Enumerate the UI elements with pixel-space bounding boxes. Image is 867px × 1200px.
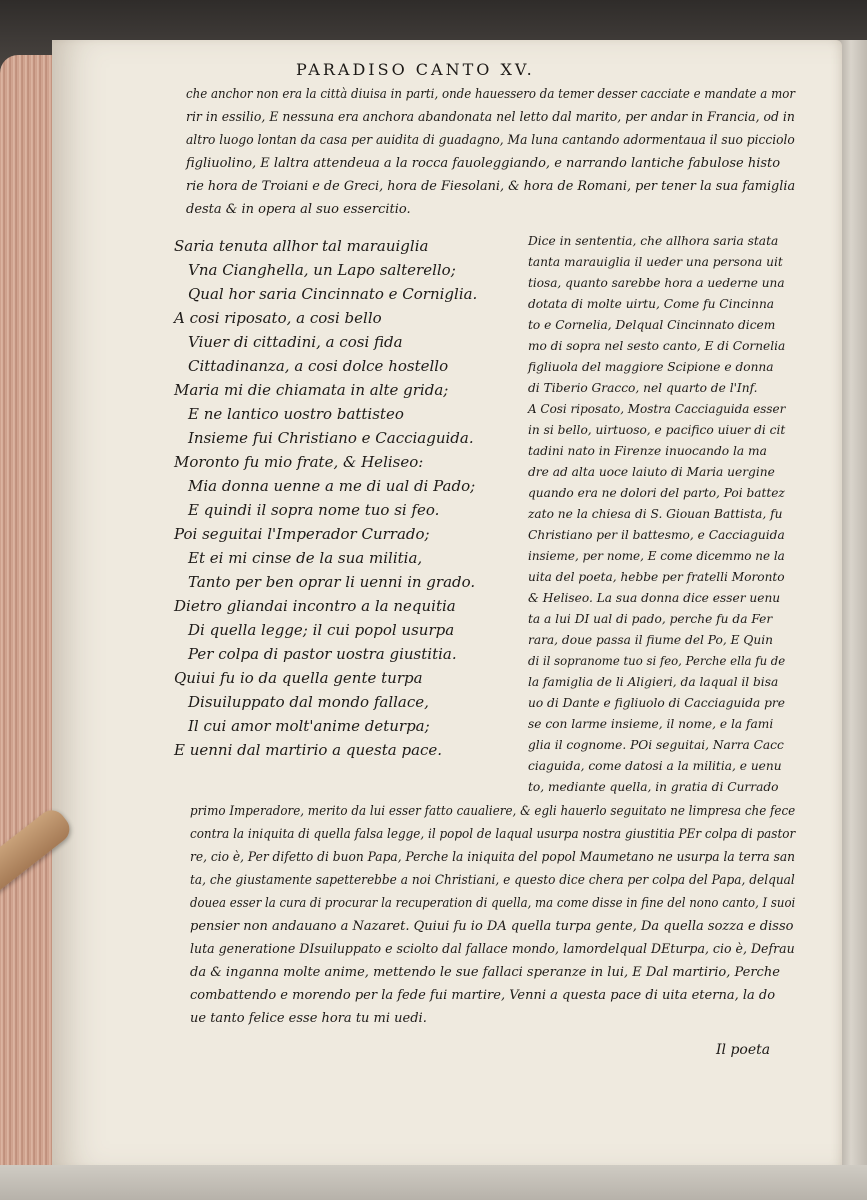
verse-line: Mia donna uenne a me di ual di Pado; — [188, 477, 476, 495]
prose-line: luta generatione DIsuiluppato e sciolto dal fallace mondo, lamordelqual DEturpa, cio è, Defrau — [190, 942, 795, 957]
prose-line: ue tanto felice esse hora tu mi uedi. — [190, 1011, 427, 1026]
running-header: PARADISO CANTO XV. — [296, 60, 535, 79]
commentary-line: ciaguida, come datosi a la militia, e uenu — [528, 759, 782, 773]
verse-line: E quindi il sopra nome tuo si feo. — [188, 501, 440, 519]
prose-line: desta & in opera al suo essercitio. — [186, 202, 411, 217]
catchword: Il poeta — [716, 1042, 771, 1058]
verse-line: Et ei mi cinse de la sua militia, — [188, 549, 423, 567]
prose-line: altro luogo lontan da casa per auidita di guadagno, Ma luna cantando adormentaua il suo picciolo — [186, 133, 795, 148]
prose-line: da & inganna molte anime, mettendo le sue fallaci speranze in lui, E Dal martirio, Perche — [190, 965, 780, 980]
prose-line: rie hora de Troiani e de Greci, hora de Fiesolani, & hora de Romani, per tener la sua famiglia — [186, 179, 796, 194]
prose-line: rir in essilio, E nessuna era anchora abandonata nel letto dal marito, per andar in Francia, od in — [186, 110, 795, 125]
background-bottom — [0, 1165, 867, 1200]
verse-line: Cittadinanza, a cosi dolce hostello — [188, 357, 449, 375]
verse-line: Tanto per ben oprar li uenni in grado. — [188, 573, 476, 591]
commentary-line: insieme, per nome, E come dicemmo ne la — [528, 549, 785, 563]
verse-line: Qual hor saria Cincinnato e Corniglia. — [188, 285, 478, 303]
prose-line: douea esser la cura di procurar la recuperation di quella, ma come disse in fine del nono canto, I suoi — [190, 896, 796, 911]
commentary-line: mo di sopra nel sesto canto, E di Cornelia — [528, 339, 786, 353]
verse-line: Disuiluppato dal mondo fallace, — [188, 693, 429, 711]
commentary-line: A Cosi riposato, Mostra Cacciaguida esser — [528, 402, 786, 416]
prose-line: pensier non andauano a Nazaret. Quiui fu io DA quella turpa gente, Da quella sozza e disso — [190, 919, 794, 934]
verse-line: Insieme fui Christiano e Cacciaguida. — [188, 429, 474, 447]
verse-line: Viuer di cittadini, a cosi fida — [188, 333, 403, 351]
commentary-line: la famiglia de li Aligieri, da laqual il bisa — [528, 675, 779, 689]
verse-line: Di quella legge; il cui popol usurpa — [188, 621, 455, 639]
prose-line: figliuolino, E laltra attendeua a la rocca fauoleggiando, e narrando lantiche fabulose histo — [186, 156, 781, 171]
commentary-line: zato ne la chiesa di S. Giouan Battista, fu — [528, 507, 783, 521]
verse-line: Vna Cianghella, un Lapo salterello; — [188, 261, 456, 279]
commentary-line: uo di Dante e figliuolo di Cacciaguida pre — [528, 696, 785, 710]
book-page-edges — [0, 55, 60, 1165]
commentary-line: uita del poeta, hebbe per fratelli Moronto — [528, 570, 785, 584]
verse-line: Dietro gliandai incontro a la nequitia — [174, 597, 456, 615]
prose-line: primo Imperadore, merito da lui esser fatto caualiere, & egli hauerlo seguitato ne limpresa che fece — [190, 804, 796, 819]
commentary-line: rara, doue passa il fiume del Po, E Quin — [528, 633, 773, 647]
prose-line: che anchor non era la città diuisa in parti, onde hauessero da temer desser cacciate e mandate a mor — [186, 87, 796, 102]
verse-line: Saria tenuta allhor tal marauiglia — [174, 237, 429, 255]
commentary-line: to e Cornelia, Delqual Cincinnato dicem — [528, 318, 776, 332]
commentary-line: di Tiberio Gracco, nel quarto de l'Inf. — [528, 381, 758, 395]
verse-line: Per colpa di pastor uostra giustitia. — [188, 645, 457, 663]
commentary-line: in si bello, uirtuoso, e pacifico uiuer di cit — [528, 423, 786, 437]
commentary-line: Christiano per il battesmo, e Cacciaguida — [528, 528, 785, 542]
verse-line: Poi seguitai l'Imperador Currado; — [174, 525, 430, 543]
verse-line: E uenni dal martirio a questa pace. — [174, 741, 443, 759]
commentary-line: se con larme insieme, il nome, e la fami — [528, 717, 774, 731]
commentary-line: tadini nato in Firenze inuocando la ma — [528, 444, 767, 458]
commentary-line: to, mediante quella, in gratia di Currado — [528, 780, 779, 794]
verse-line: E ne lantico uostro battisteo — [188, 405, 404, 423]
verse-line: Moronto fu mio frate, & Heliseo: — [174, 453, 424, 471]
verse-line: Quiui fu io da quella gente turpa — [174, 669, 423, 687]
commentary-line: Dice in sententia, che allhora saria stata — [528, 234, 779, 248]
prose-line: contra la iniquita di quella falsa legge, il popol de laqual usurpa nostra giustitia PEr colpa di pastor — [190, 827, 796, 842]
commentary-line: & Heliseo. La sua donna dice esser uenu — [528, 591, 781, 605]
commentary-line: di il sopranome tuo si feo, Perche ella fu de — [528, 654, 786, 668]
verse-line: Maria mi die chiamata in alte grida; — [174, 381, 449, 399]
commentary-line: tiosa, quanto sarebbe hora a uederne una — [528, 276, 785, 290]
commentary-line: figliuola del maggiore Scipione e donna — [528, 360, 774, 374]
prose-line: combattendo e morendo per la fede fui martire, Venni a questa pace di uita eterna, la do — [190, 988, 776, 1003]
verse-line: A cosi riposato, a cosi bello — [174, 309, 382, 327]
commentary-line: tanta marauiglia il ueder una persona uit — [528, 255, 783, 269]
commentary-line: dre ad alta uoce laiuto di Maria uergine — [528, 465, 775, 479]
prose-line: re, cio è, Per difetto di buon Papa, Perche la iniquita del popol Maumetano ne usurpa la terra san — [190, 850, 796, 865]
verse-line: Il cui amor molt'anime deturpa; — [188, 717, 430, 735]
commentary-line: quando era ne dolori del parto, Poi battez — [528, 486, 785, 500]
commentary-line: glia il cognome. POi seguitai, Narra Cacc — [528, 738, 784, 752]
commentary-line: ta a lui DI ual di pado, perche fu da Fer — [528, 612, 773, 626]
commentary-line: dotata di molte uirtu, Come fu Cincinna — [528, 297, 775, 311]
prose-line: ta, che giustamente sapetterebbe a noi Christiani, e questo dice chera per colpa del Papa, delqual — [190, 873, 795, 888]
